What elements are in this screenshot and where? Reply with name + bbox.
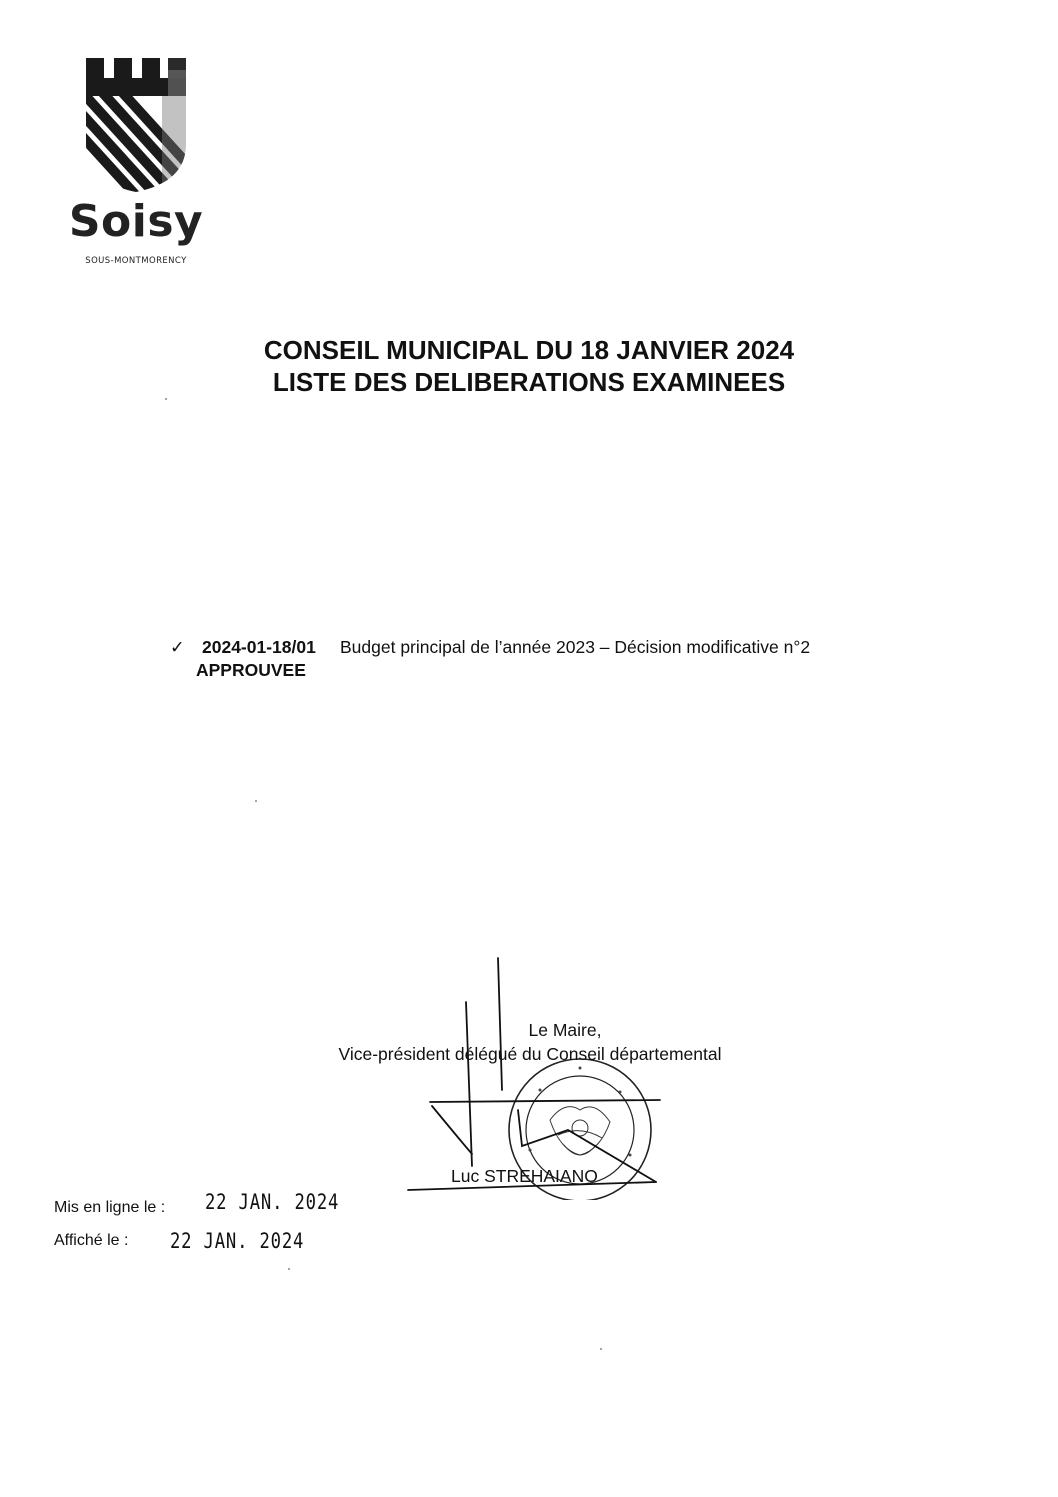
title-line-2: LISTE DES DELIBERATIONS EXAMINEES: [272, 367, 786, 397]
signatory-name: Luc STREHAIANO: [451, 1166, 598, 1186]
logo-name: Soisy: [68, 196, 204, 247]
checkmark-icon: ✓: [170, 637, 185, 657]
title-line-1: CONSEIL MUNICIPAL DU 18 JANVIER 2024: [263, 335, 795, 365]
deliberation-reference: 2024-01-18/01: [202, 637, 316, 657]
signatory-title: [300, 1018, 760, 1066]
city-logo: [66, 52, 206, 272]
scan-speck: [255, 800, 257, 802]
shield-icon: [82, 52, 190, 194]
signatory-title-line-2: Vice-président délégué du Conseil départemental: [338, 1044, 722, 1064]
logo-subtitle: SOUS-MONTMORENCY: [85, 256, 187, 266]
deliberation-subject: Budget principal de l’année 2023 – Décision modificative n°2: [340, 637, 811, 657]
scan-speck: [165, 398, 167, 400]
scan-speck: [288, 1268, 290, 1270]
posted-date-label: Affiché le :: [54, 1232, 129, 1249]
online-date-label: Mis en ligne le :: [54, 1199, 166, 1216]
scan-speck: [600, 1348, 602, 1350]
document-title: [0, 334, 1058, 398]
online-date-stamp: 22 JAN. 2024: [205, 1190, 340, 1214]
signatory-title-line-1: Le Maire,: [528, 1020, 602, 1040]
posted-date-stamp: 22 JAN. 2024: [170, 1229, 305, 1253]
signature-and-seal: [380, 950, 680, 1200]
deliberation-status: APPROUVEE: [196, 660, 306, 680]
